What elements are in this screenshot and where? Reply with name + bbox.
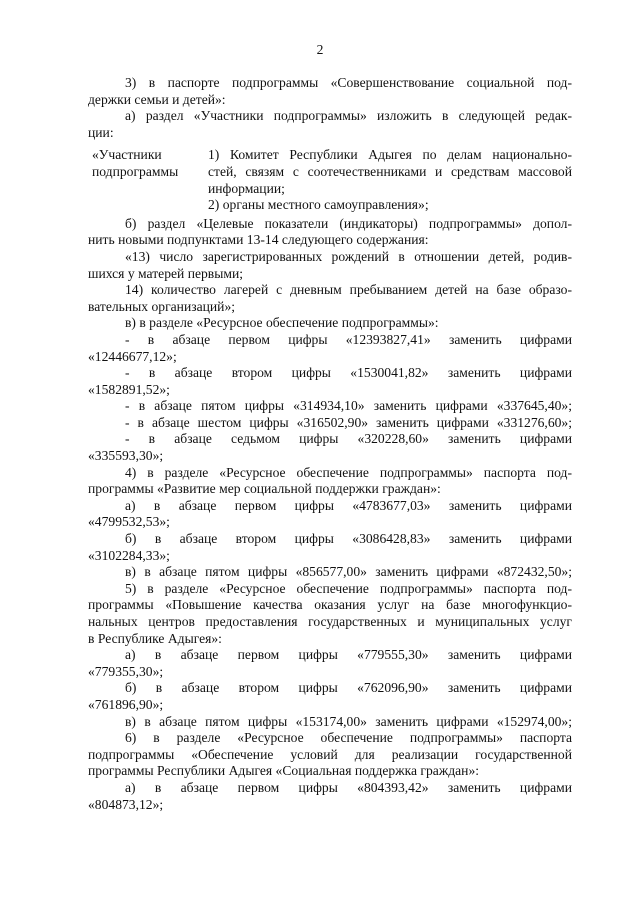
text-line: «4799532,53»; [88, 514, 170, 530]
text-line: шихся у матерей первыми; [88, 265, 244, 281]
text-line: а) в абзаце первом цифры «779555,30» заменить цифрами [125, 647, 572, 663]
text-line: а) в абзаце первом цифры «4783677,03» заменить цифрами [125, 497, 572, 513]
text-line: программы «Повышение качества оказания услуг на базе многофункцио- [88, 597, 572, 613]
page-number: 2 [316, 42, 324, 57]
text-line: 6) в разделе «Ресурсное обеспечение подпрограммы» паспорта [125, 730, 572, 746]
text-line: б) в абзаце втором цифры «3086428,83» заменить цифрами [125, 531, 572, 547]
text-line: - в абзаце первом цифры «12393827,41» заменить цифрами [125, 331, 572, 347]
text-line: «779355,30»; [88, 663, 164, 679]
text-line: б) раздел «Целевые показатели (индикаторы) подпрограммы» допол- [125, 215, 572, 231]
table-value-line: 1) Комитет Республики Адыгея по делам национально- [208, 147, 572, 163]
table-label-cell [88, 147, 208, 213]
text-line: «13) число зарегистрированных рождений в отношении детей, родив- [125, 248, 572, 264]
document-body [88, 75, 572, 813]
text-line: - в абзаце шестом цифры «316502,90» заменить цифрами «331276,60»; [125, 414, 572, 430]
text-line: 4) в разделе «Ресурсное обеспечение подпрограммы» паспорта под- [125, 464, 572, 480]
text-line: в Республике Адыгея»: [88, 630, 222, 646]
text-line: «12446677,12»; [88, 348, 177, 364]
text-line: нить новыми подпунктами 13-14 следующего содержания: [88, 232, 429, 248]
text-line: 5) в разделе «Ресурсное обеспечение подпрограммы» паспорта под- [125, 580, 572, 596]
text-line: 14) количество лагерей с дневным пребыванием детей на базе образо- [125, 282, 572, 298]
table-value-line: стей, связям с соотечественниками и средствам массовой [208, 163, 572, 179]
table-label-line: «Участники [92, 147, 162, 163]
text-line: в) в абзаце пятом цифры «153174,00» заменить цифрами «152974,00»; [125, 713, 572, 729]
text-line: б) в абзаце втором цифры «762096,90» заменить цифрами [125, 680, 572, 696]
text-line: - в абзаце седьмом цифры «320228,60» заменить цифрами [125, 431, 572, 447]
text-line: 3) в паспорте подпрограммы «Совершенствование социальной под- [125, 75, 572, 90]
text-line: - в абзаце пятом цифры «314934,10» заменить цифрами «337645,40»; [125, 398, 572, 414]
text-line: нальных центров предоставления государственных и муниципальных услуг [88, 614, 572, 629]
table-value-line: информации; [208, 180, 285, 196]
text-line: а) в абзаце первом цифры «804393,42» заменить цифрами [125, 779, 572, 795]
table-value-cell [208, 147, 572, 213]
text-line: а) раздел «Участники подпрограммы» изложить в следующей редак- [125, 108, 572, 124]
text-line: вательных организаций»; [88, 298, 236, 314]
text-line: «1582891,52»; [88, 381, 170, 397]
text-line: в) в абзаце пятом цифры «856577,00» заменить цифрами «872432,50»; [125, 564, 572, 580]
text-line: - в абзаце втором цифры «1530041,82» заменить цифрами [125, 365, 572, 381]
text-line: подпрограммы «Обеспечение условий для реализации государственной [88, 746, 572, 762]
text-line: «3102284,33»; [88, 547, 170, 563]
participants-table [88, 147, 572, 213]
text-line: в) в разделе «Ресурсное обеспечение подпрограммы»: [125, 315, 439, 331]
table-label-line: подпрограммы [92, 163, 179, 179]
text-line: «804873,12»; [88, 796, 164, 812]
text-line: держки семьи и детей»: [88, 91, 226, 107]
text-line: «335593,30»; [88, 448, 164, 464]
text-line: «761896,90»; [88, 696, 164, 712]
text-line: программы «Развитие мер социальной поддержки граждан»: [88, 481, 441, 497]
text-line: ции: [88, 124, 114, 140]
text-line: программы Республики Адыгея «Социальная поддержка граждан»: [88, 763, 480, 779]
table-value-line: 2) органы местного самоуправления»; [208, 197, 429, 213]
